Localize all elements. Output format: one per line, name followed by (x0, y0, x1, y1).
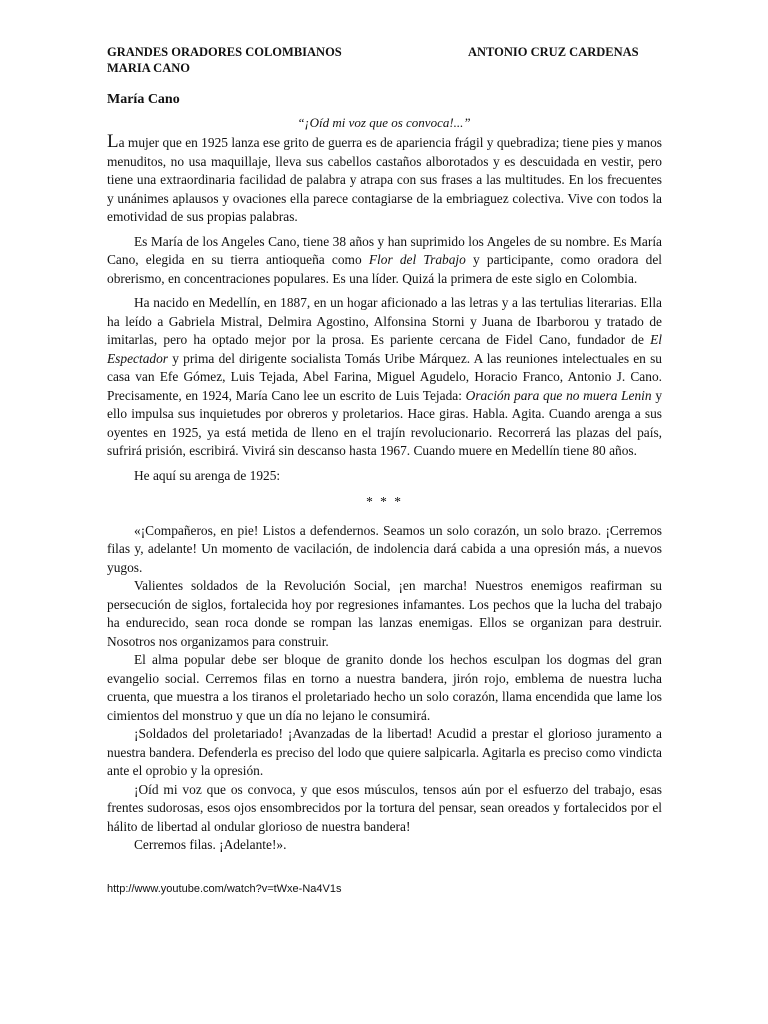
intro-paragraph-1 (107, 131, 662, 227)
intro-p3-text-b: y prima del dirigente socialista Tomás Uribe Márquez. A las reuniones intelectuales en su casa van Efe Gómez, Luis Tejada, Abel Farina, Miguel Agudelo, Horacio Franco, Antonio J. Cano. Precisamente, en 1924, María Cano lee un escrito de Luis Tejada: (107, 350, 662, 403)
intro-paragraph-2 (107, 233, 662, 289)
intro-paragraph-3 (107, 294, 662, 461)
speech-paragraph: ¡Oíd mi voz que os convoca, y que esos músculos, tensos aún por el esfuerzo del trabajo, esas frentes sudorosas, esos ojos ensombrecidos por la tortura del pensar, sean oreados y fortalecidos por el hálito de libertad al ondular glorioso de nuestra bandera! (107, 781, 662, 834)
intro-p3-italic-2: Oración para que no muera Lenin (465, 387, 652, 403)
header-subject: MARIA CANO (107, 61, 190, 75)
header-author: ANTONIO CRUZ CARDENAS (468, 45, 639, 59)
footer-url: http://www.youtube.com/watch?v=tWxe-Na4V1s (107, 883, 342, 895)
header-series: GRANDES ORADORES COLOMBIANOS (107, 45, 342, 59)
intro-p1-text: a mujer que en 1925 lanza ese grito de guerra es de apariencia frágil y quebradiza; tiene pies y manos menuditos, no usa maquillaje, lleva sus cabellos castaños alborotados y es descuidada en vestir, pero tiene una extraordinaria facilidad de palabra y atrapa con sus frases a las multitudes. En los frecuentes y unánimes aplausos y ovaciones ella parece contagiarse de la embriaguez colectiva. Vive con todos la emotividad de sus propias palabras. (107, 135, 662, 224)
intro-p2-text-b: y participante, como oradora del obrerismo, en concentraciones populares. Es una líder. Quizá la primera de este siglo en Colombia. (107, 252, 662, 286)
header-left (107, 44, 342, 76)
intro-paragraph-4: He aquí su arenga de 1925: (134, 467, 281, 483)
speech-paragraph: Cerremos filas. ¡Adelante!». (134, 837, 287, 852)
speech-paragraph: El alma popular debe ser bloque de granito donde los hechos esculpan los dogmas del gran evangelio social. Cerremos filas en torno a nuestra bandera, jirón rojo, emblema de nuestra lucha cruenta, que muestra a los tiranos el proletariado hecho un solo corazón, llama encendida que lame los cimientos del monstruo y que un día no lejano le consumirá. (107, 652, 662, 723)
speech-paragraph: «¡Compañeros, en pie! Listos a defendernos. Seamos un solo corazón, un solo brazo. ¡Cerremos filas y, adelante! Un momento de vacilación, de indolencia dará cabida a una opresión más, a nuevos yugos. (107, 522, 662, 575)
drop-cap: L (107, 131, 119, 152)
speech-paragraph: ¡Soldados del proletariado! ¡Avanzadas de la libertad! Acudid a prestar el glorioso juramento a nuestra bandera. Defenderla es preciso del lodo que quiere salpicarla. Agitarla es preciso como vindicta ante el oprobio y la opresión. (107, 726, 662, 778)
intro-p2-text-a: Es María de los Angeles Cano, tiene 38 años y han suprimido los Angeles de su nombre. Es María Cano, elegida en su tierra antioqueña como (107, 233, 662, 267)
speech-block (107, 522, 662, 855)
epigraph: “¡Oíd mi voz que os convoca!...” (297, 115, 471, 130)
article-body (107, 131, 663, 855)
intro-p3-text-c: y ello impulsa sus inquietudes por obreros y proletarios. Hace giras. Habla. Agita. Cuando arenga a sus oyentes en 1925, ya está metida de lleno en el trajín revolucionario. Recorrerá las plazas del país, sufrirá prisión, escribirá. Vivirá sin descanso hasta 1967. Cuando muere en Medellín tiene 80 años. (107, 387, 663, 458)
intro-p3-italic-1: El Espectador (107, 332, 662, 366)
intro-p3-text-a: Ha nacido en Medellín, en 1887, en un hogar aficionado a las letras y a las tertulias literarias. Ella ha leído a Gabriela Mistral, Delmira Agostino, Alfonsina Storni y Juana de Ibarborou y tratado de imitarlas, pero ha optado mejor por la prosa. Es pariente cercana de Fidel Cano, fundador de (107, 295, 662, 347)
article-title: María Cano (107, 92, 180, 107)
section-separator: * * * (366, 494, 403, 509)
speech-paragraph: Valientes soldados de la Revolución Social, ¡en marcha! Nuestros enemigos reafirman su persecución de siglos, fortalecida hoy por regresiones infamantes. Los pechos que la lucha del trabajo ha endurecido, sean roca donde se rompan las lanzas enemigas. Ellos se organizan para destruir. Nosotros nos organizamos para construir. (107, 578, 662, 649)
intro-p2-italic: Flor del Trabajo (368, 252, 466, 267)
